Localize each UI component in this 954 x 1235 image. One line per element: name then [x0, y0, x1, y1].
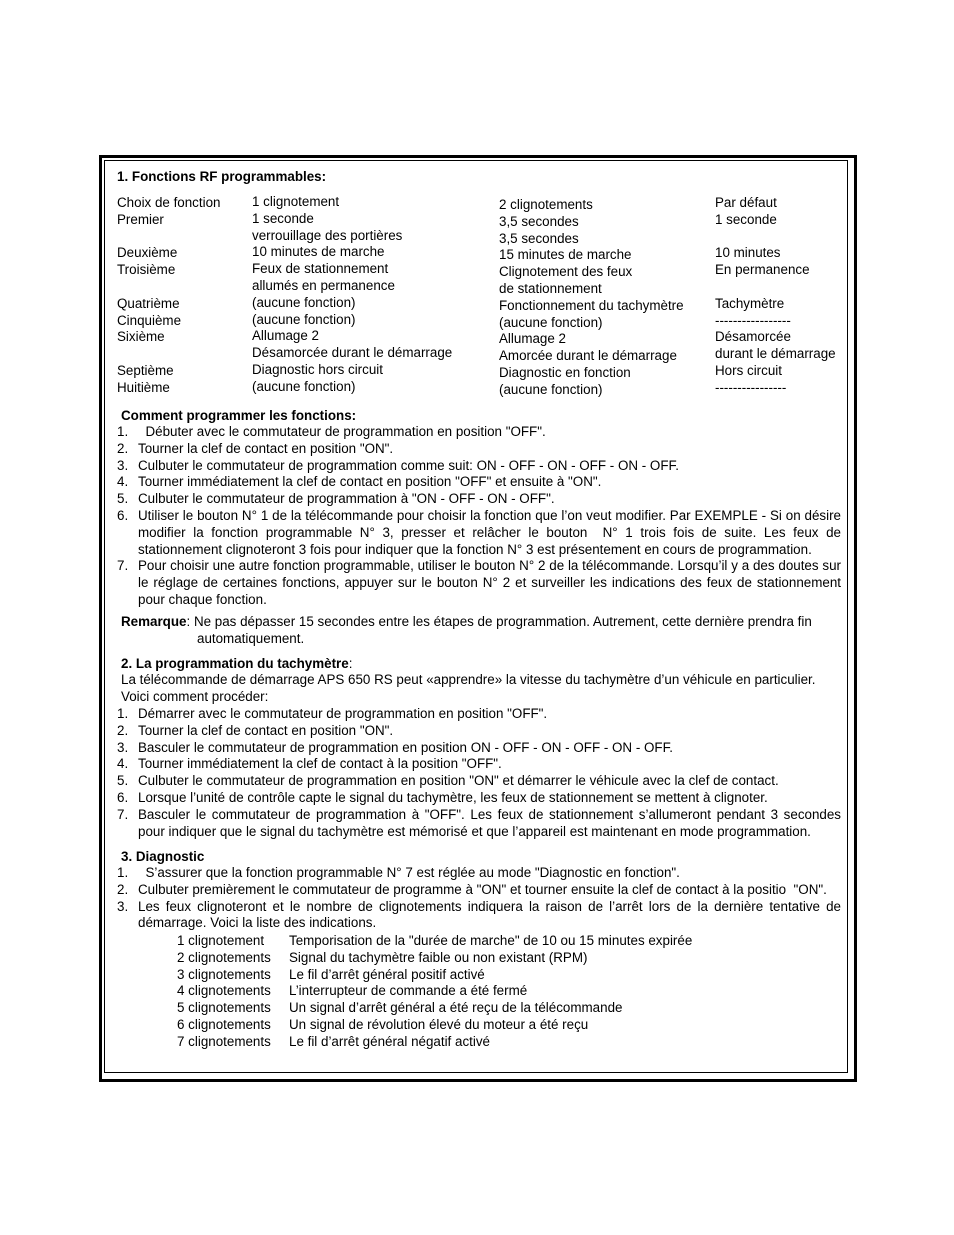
code-description: Un signal de révolution élevé du moteur a été reçu [289, 1016, 589, 1032]
list-text: Les feux clignoteront et le nombre de clignotements indiquera la raison de l’arrêt lors de la dernière tentative de démarrage. Voici la liste des indications. [138, 898, 845, 931]
list-number: 1. [117, 865, 129, 880]
section2-heading [121, 656, 352, 673]
list-item [117, 474, 841, 491]
list-number: 4. [117, 474, 129, 490]
table-cell: Allumage 2 [252, 328, 319, 344]
section3-steps [117, 865, 845, 932]
list-number: 6. [117, 789, 129, 805]
table-cell [715, 229, 836, 246]
list-item [117, 507, 845, 558]
default-column [715, 195, 836, 397]
table-cell: Tachymètre [715, 295, 785, 311]
table-cell: Cinquième [117, 312, 182, 328]
code-description: Temporisation de la "durée de marche" de 10 ou 15 minutes expirée [289, 933, 693, 948]
table-cell: 1 seconde [252, 210, 314, 226]
list-number: 7. [117, 558, 129, 574]
list-number: 2. [117, 881, 129, 897]
table-cell: 3,5 secondes [499, 213, 579, 229]
list-number: 7. [117, 806, 129, 822]
code-count: 7 clignotements [177, 1033, 271, 1049]
table-cell: 3,5 secondes [499, 230, 579, 246]
table-cell: 10 minutes de marche [252, 244, 385, 260]
function-names-column [117, 195, 220, 397]
table-cell: 10 minutes [715, 245, 781, 261]
list-number: 5. [117, 773, 129, 789]
list-text: Basculer le commutateur de programmation à "OFF". Les feux de stationnement s’allumeront pendant 3 secondes pour indiquer que le signal du tachymètre est mémorisé et que l’appareil est maintenant en mode programmation. [138, 806, 845, 839]
list-item [117, 706, 841, 723]
table-cell: Premier [117, 211, 164, 227]
program-steps [117, 424, 845, 609]
table-cell: (aucune fonction) [252, 294, 356, 310]
remark-text: : Ne pas dépasser 15 secondes entre les étapes de programmation. Autrement, cette dernière prendra fin [186, 614, 812, 629]
list-text: Culbuter le commutateur de programmation à "ON - OFF - ON - OFF". [138, 491, 555, 507]
list-text: Basculer le commutateur de programmation en position ON - OFF - ON - OFF - ON - OFF. [138, 739, 674, 755]
code-count: 1 clignotement [177, 933, 265, 948]
list-text: Tourner la clef de contact en position "ON". [138, 722, 394, 738]
code-count: 2 clignotements [177, 949, 271, 965]
table-cell: (aucune fonction) [499, 381, 603, 397]
list-text: Pour choisir une autre fonction programmable, utiliser le bouton N° 2 de la télécommande. Lorsqu’il y a des doutes sur le réglage de certaines fonctions, appuyer sur le bouton N° 2 et surveiller les indications des feux de stationnement pour chaque fonction. [138, 558, 845, 607]
list-item [117, 773, 841, 790]
table-cell: Deuxième [117, 245, 178, 261]
list-number: 1. [117, 706, 129, 721]
table-cell: verrouillage des portières [252, 227, 403, 243]
option-b-column [499, 197, 684, 399]
table-cell: Septième [117, 362, 174, 378]
table-cell: Diagnostic en fonction [499, 364, 631, 380]
table-cell: Quatrième [117, 295, 180, 311]
section1-title: 1. Fonctions RF programmables: [117, 169, 327, 184]
table-cell: Fonctionnement du tachymètre [499, 297, 684, 313]
table-cell: 1 clignotement [252, 194, 340, 209]
section2-intro: La télécommande de démarrage APS 650 RS peut «apprendre» la vitesse du tachymètre d’un véhicule en particulier. [121, 672, 816, 687]
table-cell [117, 346, 220, 363]
section3-title: 3. Diagnostic [121, 849, 205, 864]
list-text: Lorsque l’unité de contrôle capte le signal du tachymètre, les feux de stationnement se mettent à clignoter. [138, 789, 768, 805]
list-item [117, 424, 841, 441]
table-cell: Sixième [117, 329, 165, 345]
list-item [117, 806, 845, 841]
table-cell: (aucune fonction) [252, 311, 356, 327]
list-item [117, 756, 841, 773]
table-cell: ---------------- [715, 379, 787, 395]
list-text: Culbuter le commutateur de programmation comme suit: ON - OFF - ON - OFF - ON - OFF. [138, 457, 679, 473]
code-description: Le fil d’arrêt général négatif activé [289, 1033, 490, 1049]
section2-title: 2. La programmation du tachymètre [121, 656, 349, 671]
table-cell: Hors circuit [715, 362, 782, 378]
table-cell: Troisième [117, 262, 176, 278]
table-cell: Choix de fonction [117, 195, 221, 210]
table-cell: durant le démarrage [715, 346, 836, 362]
list-text: Culbuter le commutateur de programmation en position "ON" et démarrer le véhicule avec la clef de contact. [138, 773, 779, 789]
remark-continuation: automatiquement. [197, 631, 305, 646]
list-number: 4. [117, 756, 129, 772]
code-count: 4 clignotements [177, 983, 271, 999]
code-description: Le fil d’arrêt général positif activé [289, 966, 485, 982]
table-cell: 1 seconde [715, 211, 777, 227]
list-text: S’assurer que la fonction programmable N° 7 est réglée au mode "Diagnostic en fonction". [138, 865, 680, 880]
list-text: Démarrer avec le commutateur de programmation en position "OFF". [138, 706, 548, 721]
table-cell [117, 229, 220, 246]
table-cell: Clignotement des feux [499, 264, 633, 280]
list-text: Tourner immédiatement la clef de contact à la position "OFF". [138, 756, 502, 772]
remark-label: Remarque [121, 614, 187, 629]
section2-title-suffix: : [348, 656, 353, 671]
option-a-column [252, 194, 452, 396]
table-cell [117, 279, 220, 296]
table-cell: (aucune fonction) [252, 378, 356, 394]
list-item [117, 740, 841, 757]
remark [121, 614, 812, 631]
list-item [117, 458, 841, 475]
list-item [117, 865, 841, 882]
list-number: 6. [117, 507, 129, 523]
list-number: 2. [117, 722, 129, 738]
table-cell: 15 minutes de marche [499, 247, 632, 263]
list-text: Utiliser le bouton N° 1 de la télécommande pour choisir la fonction que l’on veut modifier. Par EXEMPLE - Si on désire modifier la fonction programmable N° 3, presser et relâcher le bouton N° 1 trois fois de suite. Les feux de stationnement clignoteront 3 fois pour indiquer que la fonction N° 3 est présentement en cours de programmation. [138, 507, 845, 557]
list-text: Tourner la clef de contact en position "ON". [138, 440, 394, 456]
section2-intro2: Voici comment procéder: [121, 689, 269, 704]
table-cell: Amorcée durant le démarrage [499, 348, 677, 364]
list-text: Tourner immédiatement la clef de contact en position "OFF" et ensuite à "ON". [138, 474, 602, 490]
code-description: Un signal d’arrêt général a été reçu de la télécommande [289, 1000, 623, 1016]
list-number: 3. [117, 898, 129, 914]
program-title: Comment programmer les fonctions: [121, 408, 357, 423]
table-cell: En permanence [715, 262, 810, 278]
list-number: 3. [117, 739, 129, 755]
section2-steps [117, 706, 845, 840]
list-number: 3. [117, 457, 129, 473]
table-cell: Désamorcée [715, 329, 791, 345]
table-cell: allumés en permanence [252, 277, 395, 293]
list-text: Débuter avec le commutateur de programmation en position "OFF". [138, 424, 546, 439]
list-item [117, 723, 841, 740]
list-number: 2. [117, 440, 129, 456]
table-cell: (aucune fonction) [499, 314, 603, 330]
list-item [117, 898, 845, 933]
list-item [117, 491, 841, 508]
list-item [117, 882, 841, 899]
table-cell: Désamorcée durant le démarrage [252, 345, 453, 361]
table-cell: de stationnement [499, 280, 602, 296]
list-item [117, 441, 841, 458]
code-description: Signal du tachymètre faible ou non existant (RPM) [289, 949, 588, 965]
code-description: L’interrupteur de commande a été fermé [289, 983, 528, 999]
list-item [117, 558, 845, 608]
list-item [117, 790, 841, 807]
table-cell: ----------------- [715, 312, 791, 328]
table-cell: Par défaut [715, 195, 777, 210]
table-cell: 2 clignotements [499, 197, 593, 212]
table-cell [715, 279, 836, 296]
list-number: 5. [117, 491, 129, 507]
table-cell: Allumage 2 [499, 331, 566, 347]
table-cell: Diagnostic hors circuit [252, 361, 383, 377]
code-count: 6 clignotements [177, 1016, 271, 1032]
code-count: 3 clignotements [177, 966, 271, 982]
code-count: 5 clignotements [177, 1000, 271, 1016]
table-cell: Huitième [117, 379, 170, 395]
table-cell: Feux de stationnement [252, 261, 389, 277]
list-number: 1. [117, 424, 129, 439]
list-text: Culbuter premièrement le commutateur de programme à "ON" et tourner ensuite la clef de contact à la positio "ON". [138, 881, 827, 897]
